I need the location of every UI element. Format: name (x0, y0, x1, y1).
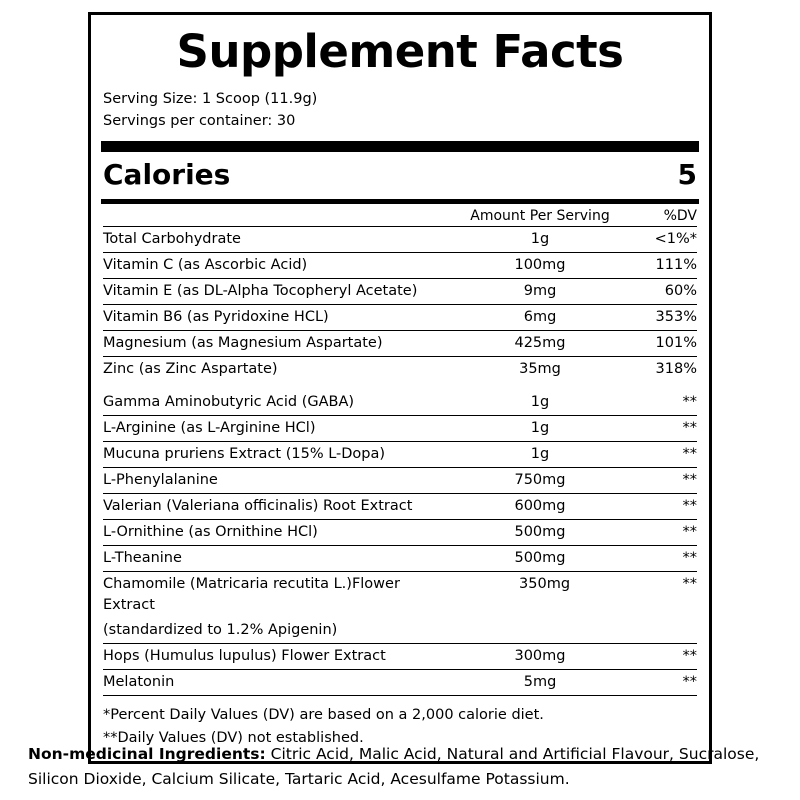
nutrient-amount: 600mg (514, 498, 566, 515)
nutrient-name: Hops (Humulus lupulus) Flower Extract (103, 648, 386, 665)
nutrient-dv: ** (682, 446, 697, 463)
nutrient-dv: ** (682, 576, 697, 593)
header-amount-per-serving: Amount Per Serving (470, 207, 610, 224)
nutrient-name: L-Arginine (as L-Arginine HCl) (103, 420, 316, 437)
nutrient-amount: 35mg (519, 361, 561, 378)
nutrient-name: Vitamin B6 (as Pyridoxine HCL) (103, 308, 329, 325)
table-row (91, 390, 709, 415)
supplement-facts-panel (88, 12, 712, 764)
nutrient-dv: 101% (655, 335, 697, 351)
nutrient-amount: 750mg (514, 472, 566, 489)
nutrient-group-primary (91, 227, 709, 382)
table-row (91, 279, 709, 304)
nutrient-amount: 100mg (514, 256, 566, 273)
header-spacer (103, 208, 445, 224)
table-row (91, 618, 709, 643)
nutrient-name: L-Theanine (103, 550, 182, 567)
table-row (91, 644, 709, 669)
non-medicinal-heading: Non-medicinal Ingredients: (28, 745, 266, 763)
nutrient-name: Total Carbohydrate (103, 230, 241, 247)
table-row (91, 442, 709, 467)
nutrient-dv: 60% (664, 282, 697, 299)
nutrient-amount: 6mg (523, 308, 557, 325)
column-headers (91, 204, 709, 226)
calories-label: Calories (103, 157, 231, 191)
nutrient-name: Vitamin E (as DL-Alpha Tocopheryl Acetate) (103, 282, 418, 299)
serving-info (91, 84, 709, 139)
table-row (91, 227, 709, 252)
nutrient-dv: ** (682, 420, 697, 437)
table-row (91, 572, 709, 618)
non-medicinal-text: Citric Acid, Malic Acid, Natural and Artificial Flavour, Sucralose, Silicon Dioxide, Calcium Silicate, Tartaric Acid, Acesulfame Potassium. (28, 745, 760, 788)
nutrient-dv: ** (682, 674, 697, 691)
nutrient-amount: 300mg (514, 648, 566, 665)
header-percent-dv: %DV (663, 207, 697, 224)
nutrient-name: Valerian (Valeriana officinalis) Root Extract (103, 498, 413, 515)
nutrient-amount: 425mg (514, 335, 566, 351)
calories-value: 5 (677, 157, 697, 191)
nutrient-name: Mucuna pruriens Extract (15% L-Dopa) (103, 446, 386, 463)
nutrient-amount: 500mg (514, 524, 566, 541)
table-row (91, 357, 709, 382)
table-row (91, 670, 709, 695)
page-title: Supplement Facts (176, 25, 624, 78)
table-row (91, 253, 709, 278)
table-row (91, 494, 709, 519)
calories-row (91, 152, 709, 199)
nutrient-amount: 350mg (519, 576, 571, 593)
nutrient-amount: 1g (530, 446, 550, 463)
nutrient-dv: ** (682, 472, 697, 489)
divider-thick-top (101, 141, 699, 152)
nutrient-amount: 500mg (514, 550, 566, 567)
nutrient-amount: 1g (530, 394, 550, 411)
table-row (91, 546, 709, 571)
nutrient-name: Magnesium (as Magnesium Aspartate) (103, 335, 383, 351)
nutrient-dv: ** (682, 394, 697, 411)
nutrient-name: (standardized to 1.2% Apigenin) (103, 622, 338, 639)
table-row (91, 520, 709, 545)
nutrient-dv: ** (682, 498, 697, 515)
serving-size: Serving Size: 1 Scoop (11.9g) (103, 91, 318, 107)
nutrient-name: Gamma Aminobutyric Acid (GABA) (103, 394, 355, 411)
nutrient-amount: 1g (530, 230, 550, 247)
nutrient-dv: 353% (655, 308, 697, 325)
nutrient-dv: ** (682, 550, 697, 567)
nutrient-name: L-Ornithine (as Ornithine HCl) (103, 524, 318, 541)
nutrient-dv: ** (682, 648, 697, 665)
nutrient-name: Melatonin (103, 674, 175, 691)
nutrient-group-blend (91, 390, 709, 695)
table-row (91, 468, 709, 493)
nutrient-amount: 1g (530, 420, 550, 437)
nutrient-dv: 111% (655, 256, 697, 273)
table-row (91, 416, 709, 441)
footnote-not-established: **Daily Values (DV) not established. (103, 730, 364, 747)
nutrient-amount: 5mg (523, 674, 557, 691)
nutrient-name: L-Phenylalanine (103, 472, 218, 489)
group-gap (91, 382, 709, 390)
nutrient-dv: ** (682, 524, 697, 541)
servings-per-container: Servings per container: 30 (103, 113, 296, 130)
table-row (91, 331, 709, 356)
footnote-daily-values: *Percent Daily Values (DV) are based on a 2,000 calorie diet. (103, 707, 544, 724)
nutrient-name: Zinc (as Zinc Aspartate) (103, 361, 278, 378)
nutrient-name: Vitamin C (as Ascorbic Acid) (103, 256, 308, 273)
table-row (91, 305, 709, 330)
nutrient-dv: <1%* (654, 230, 697, 247)
nutrient-dv: 318% (655, 361, 697, 378)
nutrient-name: Chamomile (Matricaria recutita L.)Flower Extract (103, 576, 400, 614)
non-medicinal-ingredients (28, 742, 778, 792)
nutrient-amount: 9mg (523, 282, 557, 299)
